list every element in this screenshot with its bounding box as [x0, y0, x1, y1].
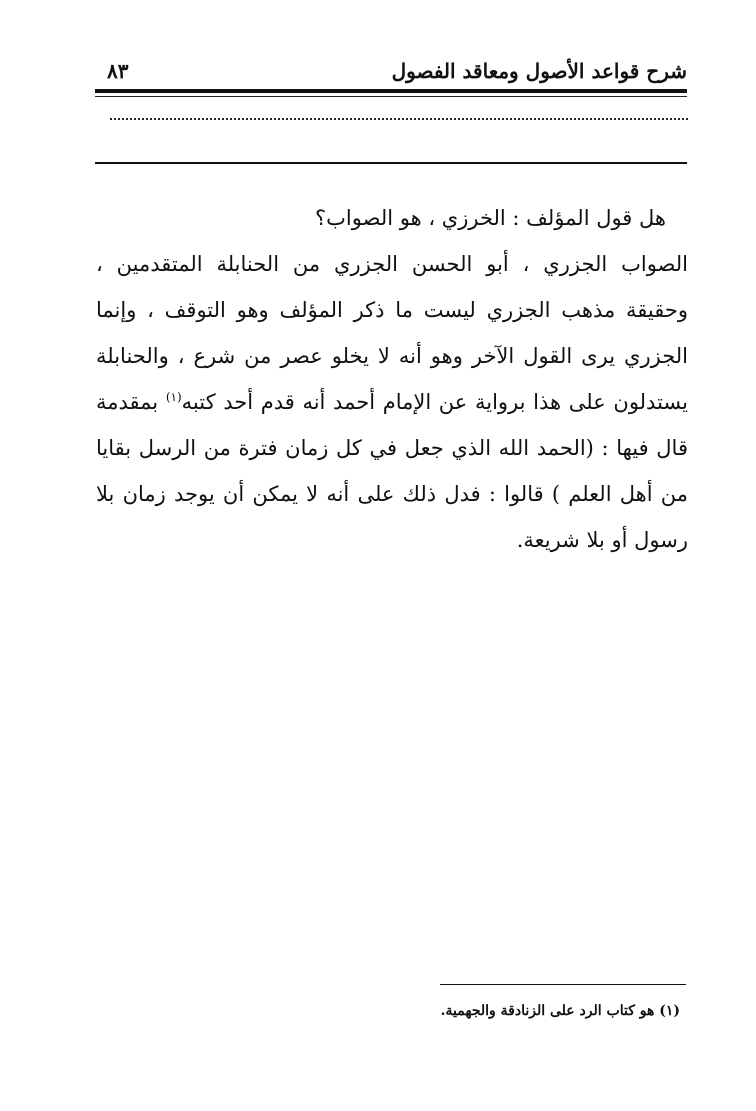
header-rule-thin: [95, 96, 687, 97]
header-rule-thick: [95, 89, 687, 93]
running-header: [95, 56, 687, 86]
dotted-separator: [110, 118, 688, 120]
question-paragraph: هل قول المؤلف : الخرزي ، هو الصواب؟: [315, 206, 666, 230]
answer-paragraph: [96, 241, 688, 563]
main-text: [96, 195, 688, 563]
section-separator: [95, 162, 687, 164]
header-title: شرح قواعد الأصول ومعاقد الفصول: [391, 59, 687, 83]
footnote-reference[interactable]: (١): [165, 390, 182, 404]
footnote-rule: [440, 984, 686, 985]
page-number: ٨٣: [107, 59, 129, 83]
footnote: (١) هو كتاب الرد على الزنادقة والجهمية.: [440, 1003, 680, 1019]
answer-text-part-2: بمقدمة قال فيها : (الحمد الله الذي جعل في كل زمان فترة من الرسل بقايا من أهل العلم ) قالوا : فدل ذلك على أنه لا يمكن أن يوجد زمان بلا رسول أو بلا شريعة.: [96, 390, 688, 552]
answer-text-part-1: الصواب الجزري ، أبو الحسن الجزري من الحنابلة المتقدمين ، وحقيقة مذهب الجزري ليست ما ذكر المؤلف وهو التوقف ، وإنما الجزري يرى القول الآخر وهو أنه لا يخلو عصر من شرع ، والحنابلة يستدلون على هذا برواية عن الإمام أحمد أنه قدم أحد كتبه: [96, 252, 688, 414]
